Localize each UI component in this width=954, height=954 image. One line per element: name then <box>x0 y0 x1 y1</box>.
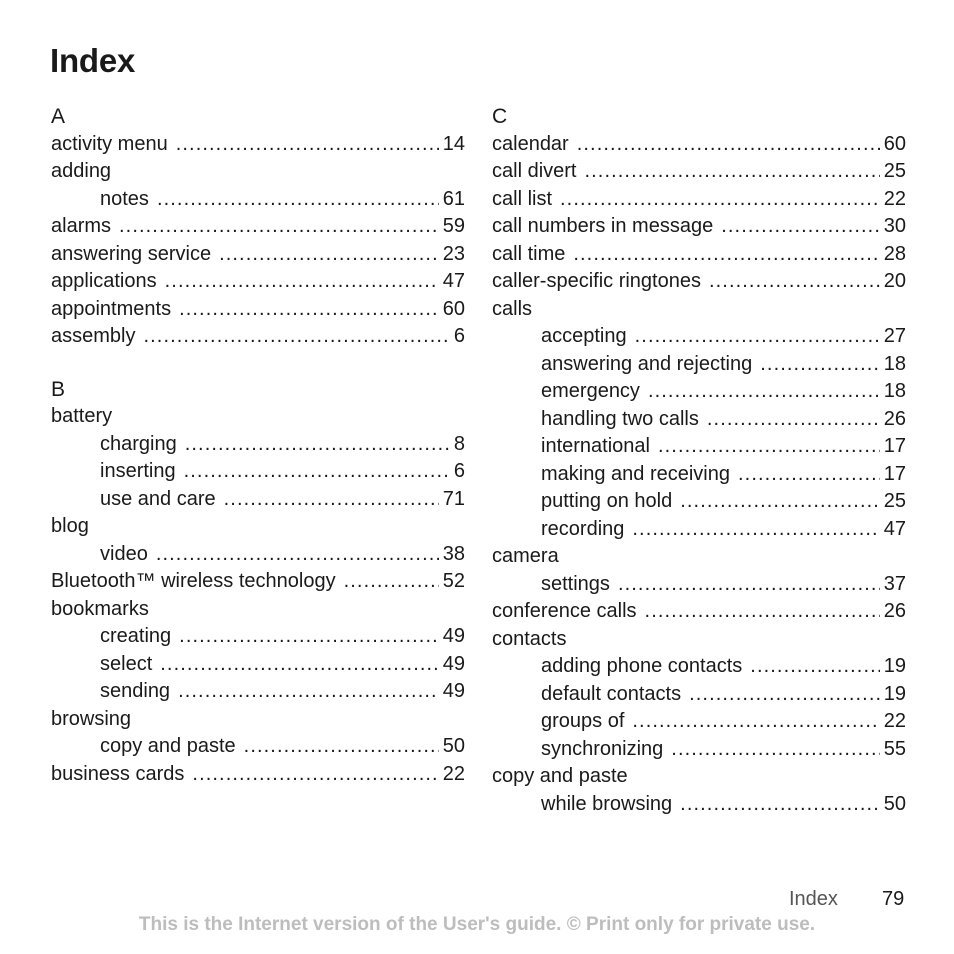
index-entry <box>51 158 465 186</box>
index-page-number: 19 <box>883 655 906 677</box>
index-term: recording <box>541 517 625 540</box>
section-gap <box>51 351 465 376</box>
index-term: adding <box>51 160 112 182</box>
index-subentry <box>51 186 465 214</box>
index-subentry <box>492 351 906 379</box>
index-subentry <box>492 571 906 599</box>
index-page-number: 22 <box>883 710 906 732</box>
index-subentry <box>51 486 465 514</box>
dot-leader <box>577 131 880 159</box>
page-title: Index <box>50 42 136 79</box>
index-page-number: 23 <box>442 242 465 265</box>
dot-leader <box>750 653 879 681</box>
index-letter-heading: C <box>492 105 508 128</box>
index-column-right <box>492 103 906 818</box>
footer-page-number: 79 <box>882 888 905 910</box>
dot-leader <box>185 431 450 459</box>
index-letter-heading: A <box>51 105 66 128</box>
index-term: settings <box>541 572 610 595</box>
index-page-number: 18 <box>883 380 906 402</box>
index-page-number: 28 <box>883 242 906 265</box>
index-page-number: 27 <box>883 325 906 347</box>
index-term: while browsing <box>541 792 673 815</box>
index-page-number: 8 <box>453 432 465 455</box>
dot-leader <box>648 378 880 406</box>
index-page-number: 6 <box>453 325 465 347</box>
index-term: call list <box>492 187 553 210</box>
dot-leader <box>738 461 880 489</box>
dot-leader <box>671 736 879 764</box>
index-entry <box>51 596 465 624</box>
index-term: bookmarks <box>51 597 149 620</box>
index-page-number: 14 <box>442 132 465 155</box>
index-term: calendar <box>492 132 569 155</box>
index-page-number: 50 <box>883 792 906 815</box>
index-page-number: 71 <box>442 487 465 510</box>
dot-leader <box>178 678 439 706</box>
dot-leader <box>560 186 880 214</box>
index-term: charging <box>100 432 177 455</box>
dot-leader <box>119 213 439 241</box>
dot-leader <box>658 433 880 461</box>
index-term: video <box>100 542 148 565</box>
dot-leader <box>680 488 880 516</box>
index-term: answering and rejecting <box>541 352 753 375</box>
index-term: default contacts <box>541 682 682 705</box>
index-entry <box>51 761 465 789</box>
dot-leader <box>179 623 439 651</box>
index-page-number: 49 <box>442 625 465 647</box>
index-term: alarms <box>51 215 112 237</box>
index-entry <box>51 131 465 159</box>
dot-leader <box>707 406 880 434</box>
index-entry <box>51 241 465 269</box>
index-term: business cards <box>51 762 185 785</box>
index-term: assembly <box>51 325 136 347</box>
index-entry <box>492 598 906 626</box>
index-term: sending <box>100 680 171 702</box>
index-page-number: 61 <box>442 187 465 210</box>
index-subentry <box>492 516 906 544</box>
index-entry <box>51 213 465 241</box>
index-term: putting on hold <box>541 490 673 512</box>
index-entry <box>51 706 465 734</box>
index-page-number: 26 <box>883 600 906 622</box>
dot-leader <box>176 131 439 159</box>
index-term: activity menu <box>51 132 168 155</box>
index-entry <box>51 568 465 596</box>
footer-section-label: Index <box>789 888 838 910</box>
dot-leader <box>157 186 439 214</box>
index-page-number: 38 <box>442 542 465 565</box>
dot-leader <box>760 351 880 379</box>
index-subentry <box>51 541 465 569</box>
index-term: browsing <box>51 707 132 730</box>
dot-leader <box>689 681 880 709</box>
index-page-number: 52 <box>442 570 465 592</box>
index-entry <box>492 131 906 159</box>
index-term: blog <box>51 515 89 537</box>
index-term: contacts <box>492 627 567 650</box>
index-entry <box>51 296 465 324</box>
index-page-number: 49 <box>442 680 465 702</box>
index-term: use and care <box>100 487 216 510</box>
dot-leader <box>219 241 439 269</box>
index-page-number: 20 <box>883 270 906 292</box>
index-page-number: 55 <box>883 737 906 760</box>
index-subentry <box>492 791 906 819</box>
dot-leader <box>184 458 450 486</box>
dot-leader <box>709 268 880 296</box>
index-term: call time <box>492 242 566 265</box>
index-entry <box>492 213 906 241</box>
index-term: applications <box>51 270 157 292</box>
index-term: call divert <box>492 160 577 182</box>
index-subentry <box>492 653 906 681</box>
index-term: Bluetooth™ wireless technology <box>51 570 336 592</box>
index-term: notes <box>100 187 149 210</box>
index-term: adding phone contacts <box>541 655 743 677</box>
dot-leader <box>179 296 439 324</box>
index-page-number: 25 <box>883 490 906 512</box>
index-subentry <box>492 461 906 489</box>
index-term: emergency <box>541 380 640 402</box>
index-term: caller-specific ringtones <box>492 270 701 292</box>
dot-leader <box>632 516 879 544</box>
index-subentry <box>492 433 906 461</box>
dot-leader <box>165 268 439 296</box>
index-term: accepting <box>541 325 627 347</box>
index-entry <box>492 268 906 296</box>
index-page-number: 17 <box>883 462 906 485</box>
index-page-number: 59 <box>442 215 465 237</box>
index-term: battery <box>51 405 113 427</box>
index-entry <box>492 763 906 791</box>
index-subentry <box>51 733 465 761</box>
dot-leader <box>573 241 879 269</box>
index-subentry <box>492 378 906 406</box>
index-entry <box>492 186 906 214</box>
index-entry <box>51 268 465 296</box>
index-letter-heading: B <box>51 377 66 401</box>
index-page-number: 30 <box>883 215 906 237</box>
index-page-number: 60 <box>883 132 906 155</box>
index-entry <box>51 513 465 541</box>
index-term: groups of <box>541 710 625 732</box>
index-subentry <box>492 406 906 434</box>
index-term: synchronizing <box>541 737 664 760</box>
dot-leader <box>635 323 880 351</box>
index-subentry <box>51 678 465 706</box>
dot-leader <box>645 598 880 626</box>
index-subentry <box>492 708 906 736</box>
dot-leader <box>156 541 439 569</box>
index-page-number: 18 <box>883 352 906 375</box>
index-page-number: 6 <box>453 460 465 482</box>
dot-leader <box>244 733 439 761</box>
index-page-number: 26 <box>883 407 906 430</box>
index-term: copy and paste <box>492 765 628 787</box>
index-term: select <box>100 652 153 675</box>
index-subentry <box>492 488 906 516</box>
index-page-number: 22 <box>883 187 906 210</box>
index-page-number: 60 <box>442 297 465 320</box>
index-page-number: 49 <box>442 652 465 675</box>
index-page-number: 37 <box>883 572 906 595</box>
dot-leader <box>721 213 880 241</box>
index-page-number: 47 <box>442 270 465 292</box>
index-page-number: 19 <box>883 682 906 705</box>
index-subentry <box>51 623 465 651</box>
dot-leader <box>680 791 880 819</box>
index-term: appointments <box>51 297 172 320</box>
index-term: calls <box>492 297 533 320</box>
index-subentry <box>51 458 465 486</box>
index-entry <box>51 403 465 431</box>
dot-leader <box>584 158 879 186</box>
dot-leader <box>224 486 439 514</box>
index-subentry <box>51 651 465 679</box>
index-term: call numbers in message <box>492 215 714 237</box>
index-page-number: 25 <box>883 160 906 182</box>
index-subentry <box>492 736 906 764</box>
index-subentry <box>51 431 465 459</box>
dot-leader <box>143 323 449 351</box>
index-entry <box>492 543 906 571</box>
index-term: camera <box>492 545 559 567</box>
dot-leader <box>344 568 439 596</box>
dot-leader <box>160 651 439 679</box>
index-page-number: 17 <box>883 435 906 457</box>
index-column-left <box>51 103 465 788</box>
index-page-number: 22 <box>442 762 465 785</box>
index-term: conference calls <box>492 600 637 622</box>
dot-leader <box>618 571 880 599</box>
index-subentry <box>492 681 906 709</box>
index-entry <box>492 296 906 324</box>
index-entry <box>492 241 906 269</box>
index-term: creating <box>100 625 172 647</box>
index-term: handling two calls <box>541 407 699 430</box>
index-term: inserting <box>100 460 176 482</box>
footer-disclaimer: This is the Internet version of the User's guide. © Print only for private use. <box>138 914 816 935</box>
index-term: international <box>541 435 650 457</box>
index-entry <box>51 323 465 351</box>
index-page-number: 50 <box>442 735 465 757</box>
index-subentry <box>492 323 906 351</box>
dot-leader <box>192 761 438 789</box>
dot-leader <box>632 708 879 736</box>
index-term: answering service <box>51 242 212 265</box>
index-page-number: 47 <box>883 517 906 540</box>
index-term: copy and paste <box>100 735 236 757</box>
index-term: making and receiving <box>541 462 730 485</box>
index-entry <box>492 626 906 654</box>
index-entry <box>492 158 906 186</box>
